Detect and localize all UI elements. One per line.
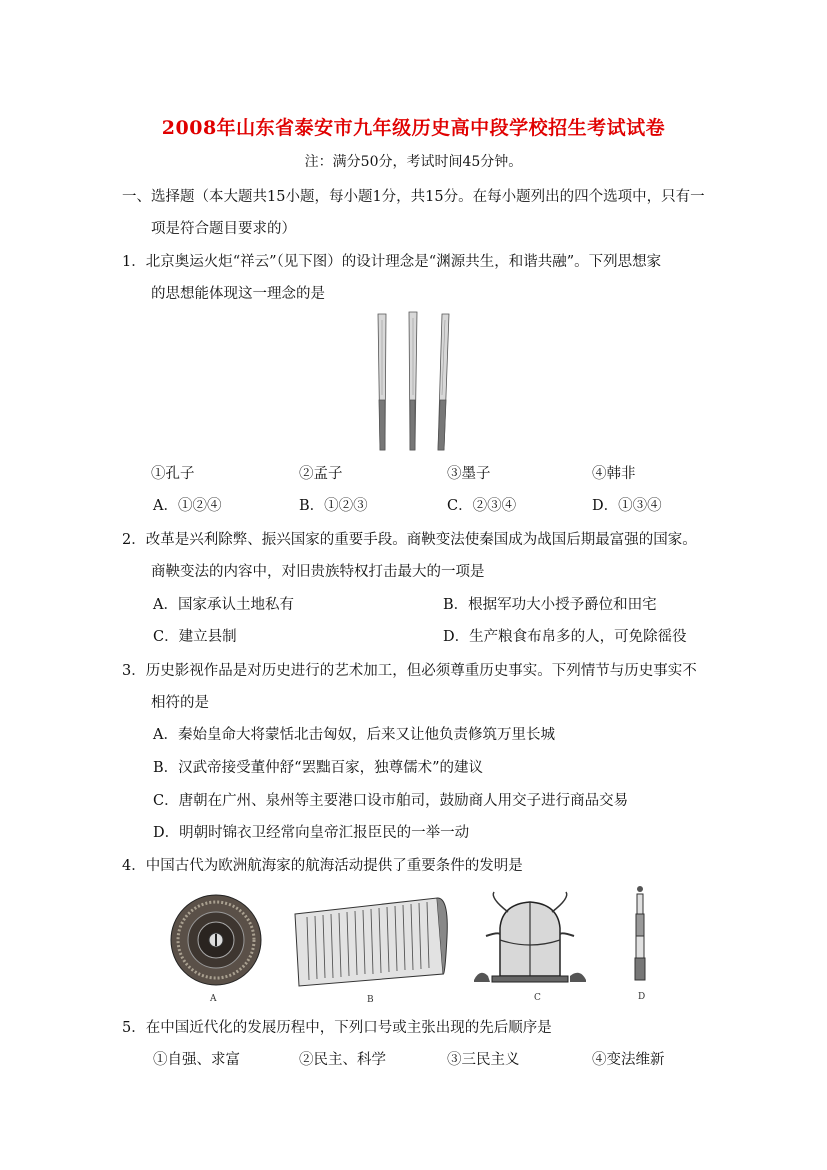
image-label-d: D (638, 992, 646, 1002)
q1-item-4: ④韩非 (592, 466, 636, 482)
exam-title: 2008年山东省泰安市九年级历史高中段学校招生考试试卷 (161, 117, 666, 139)
q1-item-3: ③墨子 (447, 466, 491, 482)
q5-item-2: ②民主、科学 (299, 1052, 386, 1068)
q5-stem-line1: 5．在中国近代化的发展历程中，下列口号或主张出现的先后顺序是 (122, 1020, 552, 1036)
q1-option-a[interactable]: A．①②④ (153, 498, 222, 514)
compass-image[interactable] (168, 890, 268, 1005)
section-heading-line1: 一、选择题（本大题共15小题，每小题1分，共15分。在每小题列出的四个选项中，只有一 (122, 189, 705, 205)
q2-stem-line1: 2．改革是兴利除弊、振兴国家的重要手段。商鞅变法使秦国成为战国后期最富强的国家。 (122, 532, 697, 548)
q3-option-b[interactable]: B．汉武帝接受董仲舒“罢黜百家，独尊儒术”的建议 (153, 760, 483, 776)
q1-option-c[interactable]: C．②③④ (447, 498, 517, 514)
pole-image[interactable] (626, 884, 656, 1005)
image-label-b: B (367, 995, 374, 1005)
image-label-a: A (210, 994, 217, 1004)
torch-image (368, 310, 468, 455)
q3-stem-line1: 3．历史影视作品是对历史进行的艺术加工，但必须尊重历史事实。下列情节与历史事实不 (122, 663, 697, 679)
q3-option-a[interactable]: A．秦始皇命大将蒙恬北击匈奴，后来又让他负责修筑万里长城 (153, 727, 555, 743)
q2-option-a[interactable]: A．国家承认土地私有 (153, 597, 294, 613)
q2-option-c[interactable]: C．建立县制 (153, 629, 237, 645)
q5-item-4: ④变法维新 (592, 1052, 665, 1068)
q3-option-d[interactable]: D．明朝时锦衣卫经常向皇帝汇报臣民的一举一动 (153, 825, 470, 841)
q2-stem-line2: 商鞅变法的内容中，对旧贵族特权打击最大的一项是 (151, 564, 485, 580)
image-label-c: C (534, 993, 541, 1003)
q1-item-1: ①孔子 (151, 466, 195, 482)
q1-item-2: ②孟子 (299, 466, 343, 482)
printing-image[interactable] (287, 892, 452, 1005)
q4-stem-line1: 4．中国古代为欧洲航海家的航海活动提供了重要条件的发明是 (122, 858, 523, 874)
q3-option-c[interactable]: C．唐朝在广州、泉州等主要港口设市舶司，鼓励商人用交子进行商品交易 (153, 793, 629, 809)
section-heading-line2: 项是符合题目要求的） (151, 221, 296, 237)
q2-option-d[interactable]: D．生产粮食布帛多的人，可免除徭役 (443, 629, 687, 645)
q5-item-1: ①自强、求富 (153, 1052, 240, 1068)
q1-stem-line2: 的思想能体现这一理念的是 (151, 286, 325, 302)
instrument-image[interactable] (470, 888, 590, 1005)
q2-option-b[interactable]: B．根据军功大小授予爵位和田宅 (443, 597, 657, 613)
q1-option-d[interactable]: D．①③④ (592, 498, 662, 514)
q3-stem-line2: 相符的是 (151, 695, 209, 711)
q1-stem-line1: 1．北京奥运火炬“祥云”（见下图）的设计理念是“渊源共生，和谐共融”。下列思想家 (122, 254, 662, 270)
q1-option-b[interactable]: B．①②③ (299, 498, 368, 514)
q5-item-3: ③三民主义 (447, 1052, 520, 1068)
exam-note: 注：满分50分，考试时间45分钟。 (304, 154, 523, 170)
